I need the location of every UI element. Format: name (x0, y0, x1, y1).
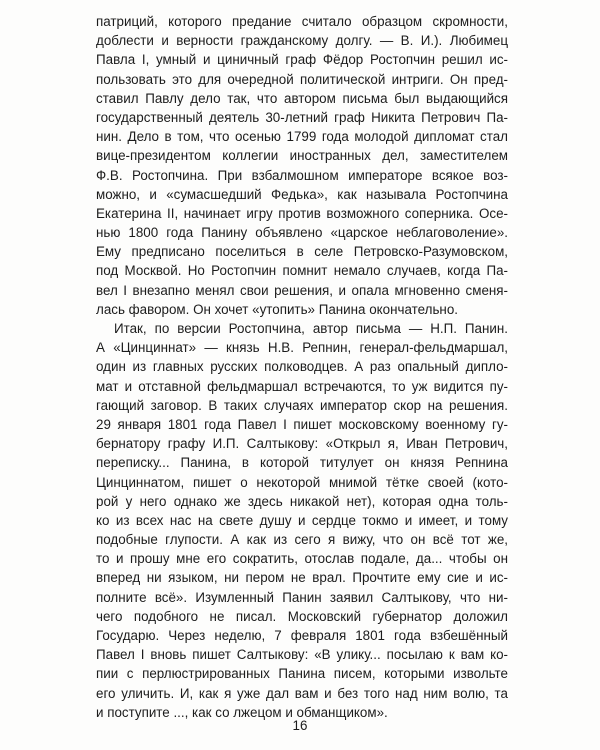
text-line: можно, и «сумасшедший Федька», как называла Ростопчина (96, 186, 508, 202)
text-line: подобные глупости. А как из сего я вижу, что он всё тот же, (96, 532, 508, 548)
text-line: 29 января 1801 года Павел I пишет московскому военному гу- (96, 416, 508, 432)
text-line: Павла I, умный и циничный граф Фёдор Ростопчин решил ис- (96, 52, 508, 68)
text-line: ставил Павлу дело так, что автором письма был выдающийся (96, 90, 508, 106)
text-line: переписку... Панина, в которой титулует он князя Репнина (96, 455, 508, 471)
text-line: патриций, которого предание считало образцом скромности, (96, 14, 508, 29)
text-line: пии с перлюстрированных Панина писем, которыми извольте (96, 666, 508, 682)
text-line: Ф.В. Ростопчина. При взбалмошном императоре всякое воз- (96, 167, 508, 183)
text-line: под Москвой. Но Ростопчин помнит немало случаев, когда Па- (96, 263, 508, 279)
text-line: гающий заговор. В таких случаях император скор на решения. (96, 397, 508, 413)
text-line: Государю. Через неделю, 7 февраля 1801 года взбешённый (96, 628, 508, 643)
text-line: бернатору графу И.П. Салтыкову: «Открыл я, Иван Петрович, (96, 436, 508, 452)
text-line: нью 1800 года Панину объявлено «царское неблаговоление». (96, 225, 508, 241)
text-line: вел I внезапно менял свои решения, и опала мгновенно сменя- (96, 282, 508, 298)
text-line: и поступите ..., как со лжецом и обманщиком». (96, 704, 388, 720)
text-line: вперед ни языком, ни пером не врал. Прочтите ему сие и ис- (96, 570, 508, 586)
text-line: пользовать это для очередной политической интриги. Он пред- (96, 71, 508, 87)
text-line: рой у него однако же здесь никакой нет), которая одна толь- (96, 493, 508, 509)
text-line: чего подобного не писал. Московский губернатор доложил (96, 608, 508, 624)
paragraph-start-line: Итак, по версии Ростопчина, автор письма — Н.П. Панин. (114, 321, 508, 336)
text-line: Цинциннатом, пишет о некоторой мнимой тётке своей (кото- (96, 474, 508, 490)
text-line: полните всё». Изумленный Панин заявил Салтыкову, что ни- (96, 589, 508, 605)
text-line: мат и отставной фельдмаршал встречаются, то уж видится пу- (96, 378, 508, 394)
text-line: доблести и верности гражданскому долгу. — В. И.). Любимец (96, 33, 508, 49)
text-line: вице-президентом коллегии иностранных дел, заместителем (96, 148, 508, 164)
text-line: государственный деятель 30-летний граф Никита Петрович Па- (96, 109, 508, 125)
text-line: один из главных русских полководцев. А раз опальный дипло- (96, 359, 508, 375)
body-text (96, 12, 508, 722)
text-line: лась фавором. Он хочет «утопить» Панина окончательно. (96, 301, 458, 317)
text-line: его уличить. И, как я уже дал вам и без того над ним волю, та (96, 685, 508, 701)
text-line: Ему предписано поселиться в селе Петровско-Разумовском, (96, 244, 508, 260)
text-line: Екатерина II, начинает игру против возможного соперника. Осе- (96, 205, 508, 221)
text-line: нин. Дело в том, что осенью 1799 года молодой дипломат стал (96, 129, 508, 145)
page-number: 16 (292, 718, 308, 733)
text-line: А «Цинциннат» — князь Н.В. Репнин, генерал-фельдмаршал, (96, 340, 508, 356)
text-line: Павел I вновь пишет Салтыкову: «В улику... посылаю к вам ко- (96, 647, 508, 663)
text-line: то и прошу мне его сократить, отослав подале, да... чтобы он (96, 551, 508, 567)
text-line: ко из всех нас на свете душу и сердце токмо и имеет, и тому (96, 512, 508, 528)
